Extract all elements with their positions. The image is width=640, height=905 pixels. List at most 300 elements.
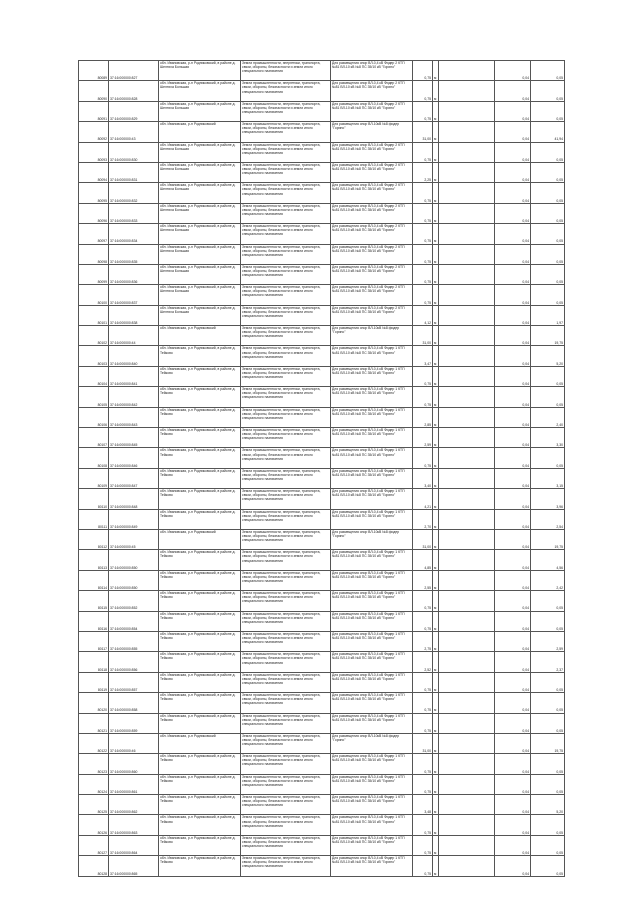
- cell-permitted-use: Для размещения опор ВЛ-0,4 кВ Фидер 1 КТП №81 ВЛ-10 кВ №8 ПС 35/10 кВ "Горино": [331, 754, 413, 774]
- cell-blank: [439, 224, 495, 244]
- cell-address: обл. Ивановская, р-н Родниковский, в районе д. Тейково: [159, 550, 241, 570]
- cell-area: 0,75: [413, 183, 433, 203]
- cell-land-category: Земли промышленности, энергетики, транспорта, связи, обороны, безопасности и земли иного специального назначения: [241, 183, 331, 203]
- cell-area: 3,48: [413, 795, 433, 815]
- cell-tax: 0,05: [531, 366, 565, 386]
- cell-tax: 0,05: [531, 183, 565, 203]
- cell-rate: 0,04: [495, 468, 531, 488]
- cell-permitted-use: Для размещения опор ВЛ-0,4 кВ Фидер 2 КТП №81 ВЛ-10 кВ №8 ПС 35/10 кВ "Горино": [331, 224, 413, 244]
- cell-unit: м: [433, 652, 439, 672]
- cell-rate: 0,04: [495, 733, 531, 753]
- cell-tax: 0,05: [531, 203, 565, 223]
- cell-number: 80095: [79, 183, 109, 203]
- cell-unit: м: [433, 61, 439, 81]
- table-row: [79, 346, 565, 366]
- cell-tax: 19,75: [531, 326, 565, 346]
- cell-address: обл. Ивановская, р-н Родниковский: [159, 326, 241, 346]
- cell-cadastral-number: 37:16:000000:830: [109, 142, 159, 162]
- cell-area: 0,75: [413, 101, 433, 121]
- table-row: [79, 631, 565, 651]
- cell-land-category: Земли промышленности, энергетики, транспорта, связи, обороны, безопасности и земли иного специального назначения: [241, 122, 331, 142]
- cell-number: 80100: [79, 285, 109, 305]
- cell-area: 0,75: [413, 672, 433, 692]
- cell-area: 0,75: [413, 224, 433, 244]
- cell-area: 0,75: [413, 713, 433, 733]
- cell-unit: м: [433, 81, 439, 101]
- cell-rate: 0,04: [495, 856, 531, 876]
- cell-number: 80092: [79, 122, 109, 142]
- cell-number: 80109: [79, 468, 109, 488]
- cell-area: 4,12: [413, 305, 433, 325]
- cell-rate: 0,04: [495, 305, 531, 325]
- cell-unit: м: [433, 407, 439, 427]
- cell-rate: 0,04: [495, 407, 531, 427]
- cell-permitted-use: Для размещения опор ВЛ-10кВ №8 фидер "Горино": [331, 529, 413, 549]
- cell-unit: м: [433, 183, 439, 203]
- cell-number: 80104: [79, 366, 109, 386]
- cell-unit: м: [433, 468, 439, 488]
- table-row: [79, 305, 565, 325]
- cell-permitted-use: Для размещения опор ВЛ-0,4 кВ Фидер 1 КТП №81 ВЛ-10 кВ №8 ПС 35/10 кВ "Горино": [331, 652, 413, 672]
- table-row: [79, 183, 565, 203]
- cell-area: 0,75: [413, 754, 433, 774]
- cell-rate: 0,04: [495, 713, 531, 733]
- cell-land-category: Земли промышленности, энергетики, транспорта, связи, обороны, безопасности и земли иного специального назначения: [241, 795, 331, 815]
- cell-blank: [439, 713, 495, 733]
- cell-blank: [439, 326, 495, 346]
- cell-area: 0,75: [413, 244, 433, 264]
- cell-land-category: Земли промышленности, энергетики, транспорта, связи, обороны, безопасности и земли иного специального назначения: [241, 754, 331, 774]
- cell-rate: 0,04: [495, 754, 531, 774]
- cell-number: 80093: [79, 142, 109, 162]
- cell-unit: м: [433, 856, 439, 876]
- cell-address: обл. Ивановская, р-н Родниковский, в районе д. Тейково: [159, 407, 241, 427]
- cell-address: обл. Ивановская, р-н Родниковский, в районе д. Шелтиха Большая: [159, 61, 241, 81]
- cell-permitted-use: Для размещения опор ВЛ-0,4 кВ Фидер 2 КТП №81 ВЛ-10 кВ №8 ПС 35/10 кВ "Горино": [331, 81, 413, 101]
- cell-rate: 0,04: [495, 652, 531, 672]
- cell-area: 3,40: [413, 468, 433, 488]
- cell-cadastral-number: 37:16:000000:43: [109, 122, 159, 142]
- table-row: [79, 61, 565, 81]
- cell-cadastral-number: 37:16:000000:827: [109, 61, 159, 81]
- cell-tax: 0,05: [531, 101, 565, 121]
- cell-address: обл. Ивановская, р-н Родниковский, в районе д. Тейково: [159, 448, 241, 468]
- cell-permitted-use: Для размещения опор ВЛ-0,4 кВ Фидер 1 КТП №81 ВЛ-10 кВ №8 ПС 35/10 кВ "Горино": [331, 611, 413, 631]
- cell-area: 4,85: [413, 550, 433, 570]
- cell-land-category: Земли промышленности, энергетики, транспорта, связи, обороны, безопасности и земли иного специального назначения: [241, 815, 331, 835]
- cell-rate: 0,04: [495, 550, 531, 570]
- cell-unit: м: [433, 795, 439, 815]
- cell-rate: 0,04: [495, 795, 531, 815]
- cell-number: 80127: [79, 835, 109, 855]
- table-row: [79, 856, 565, 876]
- table-row: [79, 835, 565, 855]
- cell-rate: 0,04: [495, 570, 531, 590]
- cell-unit: м: [433, 244, 439, 264]
- cell-blank: [439, 101, 495, 121]
- cell-permitted-use: Для размещения опор ВЛ-0,4 кВ Фидер 2 КТП №81 ВЛ-10 кВ №8 ПС 35/10 кВ "Горино": [331, 162, 413, 182]
- cell-land-category: Земли промышленности, энергетики, транспорта, связи, обороны, безопасности и земли иного специального назначения: [241, 101, 331, 121]
- cell-unit: м: [433, 693, 439, 713]
- cell-area: 2,85: [413, 407, 433, 427]
- cell-blank: [439, 509, 495, 529]
- cell-unit: м: [433, 509, 439, 529]
- cell-tax: 2,37: [531, 652, 565, 672]
- cell-permitted-use: Для размещения опор ВЛ-0,4 кВ Фидер 1 КТП №81 ВЛ-10 кВ №8 ПС 35/10 кВ "Горино": [331, 366, 413, 386]
- cell-blank: [439, 489, 495, 509]
- table-row: [79, 448, 565, 468]
- cell-blank: [439, 305, 495, 325]
- cell-unit: м: [433, 305, 439, 325]
- cell-rate: 0,04: [495, 183, 531, 203]
- cell-permitted-use: Для размещения опор ВЛ-0,4 кВ Фидер 1 КТП №81 ВЛ-10 кВ №8 ПС 35/10 кВ "Горино": [331, 591, 413, 611]
- cell-blank: [439, 285, 495, 305]
- cell-permitted-use: Для размещения опор ВЛ-0,4 кВ Фидер 2 КТП №81 ВЛ-10 кВ №8 ПС 35/10 кВ "Горино": [331, 264, 413, 284]
- cell-permitted-use: Для размещения опор ВЛ-0,4 кВ Фидер 1 КТП №81 ВЛ-10 кВ №8 ПС 35/10 кВ "Горино": [331, 489, 413, 509]
- cell-address: обл. Ивановская, р-н Родниковский, в районе д. Тейково: [159, 611, 241, 631]
- cell-blank: [439, 529, 495, 549]
- cell-permitted-use: Для размещения опор ВЛ-0,4 кВ Фидер 1 КТП №81 ВЛ-10 кВ №8 ПС 35/10 кВ "Горино": [331, 835, 413, 855]
- cell-land-category: Земли промышленности, энергетики, транспорта, связи, обороны, безопасности и земли иного специального назначения: [241, 448, 331, 468]
- cell-land-category: Земли промышленности, энергетики, транспорта, связи, обороны, безопасности и земли иного специального назначения: [241, 693, 331, 713]
- cell-cadastral-number: 37:16:000000:842: [109, 387, 159, 407]
- cell-address: обл. Ивановская, р-н Родниковский, в районе д. Шелтиха Большая: [159, 305, 241, 325]
- cell-cadastral-number: 37:16:000000:864: [109, 835, 159, 855]
- cell-cadastral-number: 37:16:000000:837: [109, 285, 159, 305]
- table-row: [79, 203, 565, 223]
- cell-unit: м: [433, 142, 439, 162]
- cell-area: 0,75: [413, 81, 433, 101]
- cell-tax: 0,05: [531, 224, 565, 244]
- table-row: [79, 162, 565, 182]
- cell-area: 0,75: [413, 856, 433, 876]
- cell-address: обл. Ивановская, р-н Родниковский, в районе д. Шелтиха Большая: [159, 244, 241, 264]
- table-row: [79, 101, 565, 121]
- cell-tax: 5,20: [531, 795, 565, 815]
- cell-rate: 0,04: [495, 672, 531, 692]
- cell-unit: м: [433, 529, 439, 549]
- cell-area: 0,75: [413, 815, 433, 835]
- cell-number: 80107: [79, 428, 109, 448]
- cell-land-category: Земли промышленности, энергетики, транспорта, связи, обороны, безопасности и земли иного специального назначения: [241, 489, 331, 509]
- cell-address: обл. Ивановская, р-н Родниковский, в районе д. Тейково: [159, 570, 241, 590]
- cell-number: 80097: [79, 224, 109, 244]
- table-row: [79, 326, 565, 346]
- table-row: [79, 611, 565, 631]
- cell-number: 80098: [79, 244, 109, 264]
- cell-land-category: Земли промышленности, энергетики, транспорта, связи, обороны, безопасности и земли иного специального назначения: [241, 326, 331, 346]
- cell-cadastral-number: 37:16:000000:854: [109, 611, 159, 631]
- cell-area: 31,00: [413, 733, 433, 753]
- cell-tax: 0,05: [531, 81, 565, 101]
- cell-address: обл. Ивановская, р-н Родниковский: [159, 122, 241, 142]
- cell-area: 0,75: [413, 264, 433, 284]
- cell-cadastral-number: 37:16:000000:863: [109, 815, 159, 835]
- cell-address: обл. Ивановская, р-н Родниковский, в районе д. Тейково: [159, 713, 241, 733]
- cell-land-category: Земли промышленности, энергетики, транспорта, связи, обороны, безопасности и земли иного специального назначения: [241, 407, 331, 427]
- cell-blank: [439, 407, 495, 427]
- cell-number: 80102: [79, 326, 109, 346]
- cell-area: 2,70: [413, 509, 433, 529]
- cell-address: обл. Ивановская, р-н Родниковский, в районе д. Тейково: [159, 489, 241, 509]
- cell-address: обл. Ивановская, р-н Родниковский, в районе д. Тейково: [159, 468, 241, 488]
- cell-number: 80105: [79, 387, 109, 407]
- cell-unit: м: [433, 366, 439, 386]
- cell-tax: 2,59: [531, 631, 565, 651]
- cell-number: 80111: [79, 509, 109, 529]
- cell-address: обл. Ивановская, р-н Родниковский, в районе д. Шелтиха Большая: [159, 142, 241, 162]
- cell-unit: м: [433, 285, 439, 305]
- table-row: [79, 81, 565, 101]
- cell-tax: 2,42: [531, 570, 565, 590]
- table-row: [79, 366, 565, 386]
- cell-blank: [439, 203, 495, 223]
- cell-cadastral-number: 37:16:000000:861: [109, 774, 159, 794]
- cell-land-category: Земли промышленности, энергетики, транспорта, связи, обороны, безопасности и земли иного специального назначения: [241, 366, 331, 386]
- cell-address: обл. Ивановская, р-н Родниковский, в районе д. Шелтиха Большая: [159, 81, 241, 101]
- cell-unit: м: [433, 346, 439, 366]
- cell-rate: 0,04: [495, 244, 531, 264]
- cell-tax: 0,05: [531, 387, 565, 407]
- cell-area: 2,55: [413, 570, 433, 590]
- cell-area: 0,75: [413, 61, 433, 81]
- cell-rate: 0,04: [495, 529, 531, 549]
- cell-address: обл. Ивановская, р-н Родниковский, в районе д. Шелтиха Большая: [159, 162, 241, 182]
- cell-cadastral-number: 37:16:000000:848: [109, 489, 159, 509]
- cell-area: 2,52: [413, 652, 433, 672]
- cell-rate: 0,04: [495, 101, 531, 121]
- cell-tax: 0,05: [531, 244, 565, 264]
- cell-number: 80123: [79, 754, 109, 774]
- cell-rate: 0,04: [495, 285, 531, 305]
- cell-cadastral-number: 37:16:000000:850: [109, 550, 159, 570]
- cell-land-category: Земли промышленности, энергетики, транспорта, связи, обороны, безопасности и земли иного специального назначения: [241, 224, 331, 244]
- cell-area: 31,00: [413, 122, 433, 142]
- table-row: [79, 142, 565, 162]
- cell-area: 0,75: [413, 285, 433, 305]
- cell-tax: 0,05: [531, 285, 565, 305]
- cell-unit: м: [433, 326, 439, 346]
- cell-tax: 0,05: [531, 693, 565, 713]
- cell-rate: 0,04: [495, 591, 531, 611]
- cell-cadastral-number: 37:16:000000:849: [109, 509, 159, 529]
- cell-number: 80089: [79, 61, 109, 81]
- cell-area: 2,59: [413, 428, 433, 448]
- cell-land-category: Земли промышленности, энергетики, транспорта, связи, обороны, безопасности и земли иного специального назначения: [241, 611, 331, 631]
- cell-unit: м: [433, 122, 439, 142]
- cell-address: обл. Ивановская, р-н Родниковский, в районе д. Тейково: [159, 672, 241, 692]
- cell-permitted-use: Для размещения опор ВЛ-0,4 кВ Фидер 1 КТП №81 ВЛ-10 кВ №8 ПС 35/10 кВ "Горино": [331, 509, 413, 529]
- cell-blank: [439, 122, 495, 142]
- table-row: [79, 591, 565, 611]
- cell-number: 80101: [79, 305, 109, 325]
- table-row: [79, 713, 565, 733]
- document-sheet: [78, 60, 564, 877]
- cell-rate: 0,04: [495, 142, 531, 162]
- cell-number: 80090: [79, 81, 109, 101]
- cell-permitted-use: Для размещения опор ВЛ-10кВ №8 фидер "Горино": [331, 122, 413, 142]
- table-row: [79, 509, 565, 529]
- cell-land-category: Земли промышленности, энергетики, транспорта, связи, обороны, безопасности и земли иного специального назначения: [241, 305, 331, 325]
- cell-blank: [439, 815, 495, 835]
- cell-tax: 3,96: [531, 489, 565, 509]
- cell-address: обл. Ивановская, р-н Родниковский, в районе д. Тейково: [159, 835, 241, 855]
- cell-permitted-use: Для размещения опор ВЛ-0,4 кВ Фидер 1 КТП №81 ВЛ-10 кВ №8 ПС 35/10 кВ "Горино": [331, 468, 413, 488]
- cell-tax: 0,05: [531, 774, 565, 794]
- cell-permitted-use: Для размещения опор ВЛ-0,4 кВ Фидер 1 КТП №81 ВЛ-10 кВ №8 ПС 35/10 кВ "Горино": [331, 550, 413, 570]
- cell-land-category: Земли промышленности, энергетики, транспорта, связи, обороны, безопасности и земли иного специального назначения: [241, 835, 331, 855]
- cell-rate: 0,04: [495, 611, 531, 631]
- cell-number: 80126: [79, 815, 109, 835]
- table-row: [79, 387, 565, 407]
- cell-rate: 0,04: [495, 835, 531, 855]
- cell-unit: м: [433, 591, 439, 611]
- cell-permitted-use: Для размещения опор ВЛ-0,4 кВ Фидер 2 КТП №81 ВЛ-10 кВ №8 ПС 35/10 кВ "Горино": [331, 305, 413, 325]
- cell-permitted-use: Для размещения опор ВЛ-0,4 кВ Фидер 1 КТП №81 ВЛ-10 кВ №8 ПС 35/10 кВ "Горино": [331, 795, 413, 815]
- cell-area: 0,75: [413, 387, 433, 407]
- cell-permitted-use: Для размещения опор ВЛ-0,4 кВ Фидер 1 КТП №81 ВЛ-10 кВ №8 ПС 35/10 кВ "Горино": [331, 713, 413, 733]
- table-row: [79, 468, 565, 488]
- cell-blank: [439, 142, 495, 162]
- cell-number: 80096: [79, 203, 109, 223]
- cell-rate: 0,04: [495, 203, 531, 223]
- cell-land-category: Земли промышленности, энергетики, транспорта, связи, обороны, безопасности и земли иного специального назначения: [241, 550, 331, 570]
- cell-blank: [439, 428, 495, 448]
- cell-tax: 0,05: [531, 61, 565, 81]
- cell-blank: [439, 652, 495, 672]
- cell-number: 80114: [79, 570, 109, 590]
- cell-area: 0,75: [413, 366, 433, 386]
- cell-tax: 0,05: [531, 754, 565, 774]
- cell-cadastral-number: 37:16:000000:835: [109, 244, 159, 264]
- table-row: [79, 815, 565, 835]
- cell-land-category: Земли промышленности, энергетики, транспорта, связи, обороны, безопасности и земли иного специального назначения: [241, 346, 331, 366]
- cell-cadastral-number: 37:16:000000:44: [109, 326, 159, 346]
- table-row: [79, 407, 565, 427]
- cell-land-category: Земли промышленности, энергетики, транспорта, связи, обороны, безопасности и земли иного специального назначения: [241, 203, 331, 223]
- cell-rate: 0,04: [495, 448, 531, 468]
- cell-address: обл. Ивановская, р-н Родниковский, в районе д. Шелтиха Большая: [159, 101, 241, 121]
- cell-blank: [439, 672, 495, 692]
- cell-rate: 0,04: [495, 774, 531, 794]
- table-row: [79, 285, 565, 305]
- cell-land-category: Земли промышленности, энергетики, транспорта, связи, обороны, безопасности и земли иного специального назначения: [241, 285, 331, 305]
- cell-permitted-use: Для размещения опор ВЛ-0,4 кВ Фидер 1 КТП №81 ВЛ-10 кВ №8 ПС 35/10 кВ "Горино": [331, 448, 413, 468]
- cell-rate: 0,04: [495, 387, 531, 407]
- table-row: [79, 529, 565, 549]
- cell-blank: [439, 550, 495, 570]
- cell-permitted-use: Для размещения опор ВЛ-0,4 кВ Фидер 1 КТП №81 ВЛ-10 кВ №8 ПС 35/10 кВ "Горино": [331, 672, 413, 692]
- cell-address: обл. Ивановская, р-н Родниковский, в районе д. Тейково: [159, 346, 241, 366]
- cell-cadastral-number: 37:16:000000:856: [109, 652, 159, 672]
- cell-unit: м: [433, 733, 439, 753]
- cell-tax: 0,05: [531, 856, 565, 876]
- cell-address: обл. Ивановская, р-н Родниковский: [159, 529, 241, 549]
- cell-area: 2,25: [413, 162, 433, 182]
- cell-number: 80103: [79, 346, 109, 366]
- cell-blank: [439, 856, 495, 876]
- cell-cadastral-number: 37:16:000000:860: [109, 754, 159, 774]
- cell-permitted-use: Для размещения опор ВЛ-0,4 кВ Фидер 2 КТП №81 ВЛ-10 кВ №8 ПС 35/10 кВ "Горино": [331, 285, 413, 305]
- cell-area: 3,47: [413, 346, 433, 366]
- table-row: [79, 264, 565, 284]
- cell-address: обл. Ивановская, р-н Родниковский, в районе д. Тейково: [159, 366, 241, 386]
- cell-rate: 0,04: [495, 224, 531, 244]
- cell-permitted-use: Для размещения опор ВЛ-0,4 кВ Фидер 1 КТП №81 ВЛ-10 кВ №8 ПС 35/10 кВ "Горино": [331, 774, 413, 794]
- cell-permitted-use: Для размещения опор ВЛ-10кВ №8 фидер "Горино": [331, 733, 413, 753]
- cell-land-category: Земли промышленности, энергетики, транспорта, связи, обороны, безопасности и земли иного специального назначения: [241, 652, 331, 672]
- cell-tax: 41,94: [531, 122, 565, 142]
- cell-land-category: Земли промышленности, энергетики, транспорта, связи, обороны, безопасности и земли иного специального назначения: [241, 61, 331, 81]
- table-row: [79, 550, 565, 570]
- cell-address: обл. Ивановская, р-н Родниковский, в районе д. Тейково: [159, 795, 241, 815]
- cell-blank: [439, 81, 495, 101]
- cell-tax: 0,05: [531, 713, 565, 733]
- cell-tax: 5,20: [531, 346, 565, 366]
- cell-tax: 4,56: [531, 550, 565, 570]
- cell-address: обл. Ивановская, р-н Родниковский, в районе д. Тейково: [159, 693, 241, 713]
- cell-tax: 0,05: [531, 835, 565, 855]
- cell-cadastral-number: 37:16:000000:845: [109, 428, 159, 448]
- cell-blank: [439, 244, 495, 264]
- cell-address: обл. Ивановская, р-н Родниковский, в районе д. Тейково: [159, 754, 241, 774]
- cell-rate: 0,04: [495, 162, 531, 182]
- cell-unit: м: [433, 631, 439, 651]
- cell-area: 0,75: [413, 774, 433, 794]
- cell-tax: 0,05: [531, 264, 565, 284]
- cell-cadastral-number: 37:16:000000:829: [109, 101, 159, 121]
- cell-address: обл. Ивановская, р-н Родниковский, в районе д. Шелтиха Большая: [159, 203, 241, 223]
- cell-number: 80113: [79, 550, 109, 570]
- cell-cadastral-number: 37:16:000000:834: [109, 224, 159, 244]
- cell-cadastral-number: 37:16:000000:46: [109, 733, 159, 753]
- cell-tax: 0,05: [531, 591, 565, 611]
- cell-number: 80124: [79, 774, 109, 794]
- cell-area: 31,00: [413, 529, 433, 549]
- cell-blank: [439, 183, 495, 203]
- cell-tax: 19,75: [531, 733, 565, 753]
- cell-address: обл. Ивановская, р-н Родниковский, в районе д. Тейково: [159, 387, 241, 407]
- cell-cadastral-number: 37:16:000000:843: [109, 407, 159, 427]
- cell-rate: 0,04: [495, 631, 531, 651]
- cell-area: 0,75: [413, 693, 433, 713]
- cell-rate: 0,04: [495, 264, 531, 284]
- cell-blank: [439, 366, 495, 386]
- cell-land-category: Земли промышленности, энергетики, транспорта, связи, обороны, безопасности и земли иного специального назначения: [241, 81, 331, 101]
- table-row: [79, 244, 565, 264]
- cell-cadastral-number: 37:16:000000:828: [109, 81, 159, 101]
- cell-tax: 0,05: [531, 162, 565, 182]
- cell-area: 2,75: [413, 631, 433, 651]
- table-body: [79, 61, 565, 877]
- cell-area: 0,75: [413, 591, 433, 611]
- cell-tax: 2,40: [531, 407, 565, 427]
- cell-unit: м: [433, 489, 439, 509]
- land-plot-table: [78, 60, 565, 877]
- cell-land-category: Земли промышленности, энергетики, транспорта, связи, обороны, безопасности и земли иного специального назначения: [241, 733, 331, 753]
- cell-permitted-use: Для размещения опор ВЛ-0,4 кВ Фидер 1 КТП №81 ВЛ-10 кВ №8 ПС 35/10 кВ "Горино": [331, 631, 413, 651]
- cell-permitted-use: Для размещения опор ВЛ-0,4 кВ Фидер 2 КТП №81 ВЛ-10 кВ №8 ПС 35/10 кВ "Горино": [331, 142, 413, 162]
- cell-number: 80119: [79, 672, 109, 692]
- cell-number: 80110: [79, 489, 109, 509]
- cell-land-category: Земли промышленности, энергетики, транспорта, связи, обороны, безопасности и земли иного специального назначения: [241, 264, 331, 284]
- cell-cadastral-number: 37:16:000000:45: [109, 529, 159, 549]
- cell-rate: 0,04: [495, 509, 531, 529]
- cell-area: 4,21: [413, 489, 433, 509]
- cell-land-category: Земли промышленности, энергетики, транспорта, связи, обороны, безопасности и земли иного специального назначения: [241, 713, 331, 733]
- cell-address: обл. Ивановская, р-н Родниковский, в районе д. Тейково: [159, 631, 241, 651]
- cell-land-category: Земли промышленности, энергетики, транспорта, связи, обороны, безопасности и земли иного специального назначения: [241, 244, 331, 264]
